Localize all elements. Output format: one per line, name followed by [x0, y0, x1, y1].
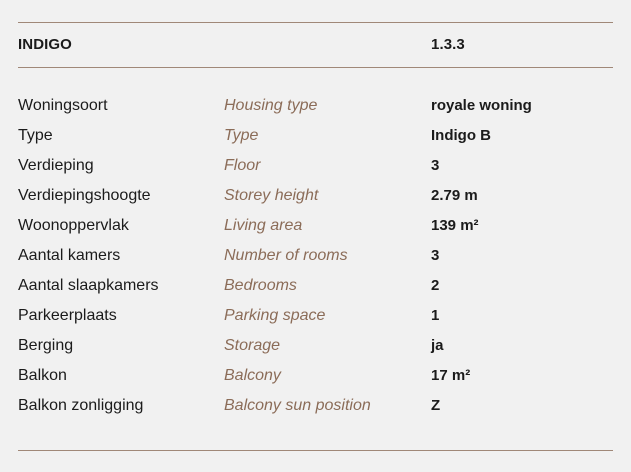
spec-table: [0, 96, 631, 426]
spec-row-balcony: [0, 366, 631, 396]
label-english: Balcony: [224, 367, 281, 384]
label-dutch: Balkon zonligging: [18, 397, 144, 414]
label-dutch: Berging: [18, 337, 74, 354]
spec-row-housing-type: [0, 96, 631, 126]
spec-row-floor: [0, 156, 631, 186]
label-dutch: Balkon: [18, 367, 67, 384]
spec-row-parking-space: [0, 306, 631, 336]
label-english: Floor: [224, 157, 261, 174]
spec-row-storage: [0, 336, 631, 366]
spec-row-balcony-sun-position: [0, 396, 631, 426]
spec-row-bedrooms: [0, 276, 631, 306]
label-english: Housing type: [224, 97, 318, 114]
spec-value: Indigo B: [431, 127, 491, 144]
spec-value: royale woning: [431, 97, 532, 114]
label-dutch: Type: [18, 127, 53, 144]
spec-row-living-area: [0, 216, 631, 246]
unit-name: INDIGO: [18, 36, 72, 53]
label-dutch: Woonoppervlak: [18, 217, 129, 234]
unit-code: 1.3.3: [431, 36, 465, 53]
spec-value: 3: [431, 247, 440, 264]
spec-value: 1: [431, 307, 440, 324]
label-dutch: Parkeerplaats: [18, 307, 117, 324]
spec-row-type: [0, 126, 631, 156]
label-english: Storage: [224, 337, 281, 354]
label-english: Storey height: [224, 187, 319, 204]
spec-row-number-of-rooms: [0, 246, 631, 276]
bottom-divider: [18, 450, 613, 451]
label-dutch: Woningsoort: [18, 97, 108, 114]
label-english: Number of rooms: [224, 247, 348, 264]
spec-value: 17 m²: [431, 367, 471, 384]
spec-value: 139 m²: [431, 217, 479, 234]
spec-value: 3: [431, 157, 440, 174]
spec-header: [0, 36, 631, 56]
top-divider: [18, 22, 613, 23]
label-english: Balcony sun position: [224, 397, 371, 414]
label-dutch: Verdieping: [18, 157, 94, 174]
label-dutch: Aantal slaapkamers: [18, 277, 159, 294]
spec-value: Z: [431, 397, 441, 414]
spec-value: ja: [431, 337, 444, 354]
spec-value: 2.79 m: [431, 187, 478, 204]
label-dutch: Verdiepingshoogte: [18, 187, 151, 204]
label-english: Type: [224, 127, 259, 144]
label-english: Living area: [224, 217, 303, 234]
label-english: Parking space: [224, 307, 326, 324]
label-dutch: Aantal kamers: [18, 247, 121, 264]
label-english: Bedrooms: [224, 277, 297, 294]
spec-row-storey-height: [0, 186, 631, 216]
spec-value: 2: [431, 277, 440, 294]
header-divider: [18, 67, 613, 68]
